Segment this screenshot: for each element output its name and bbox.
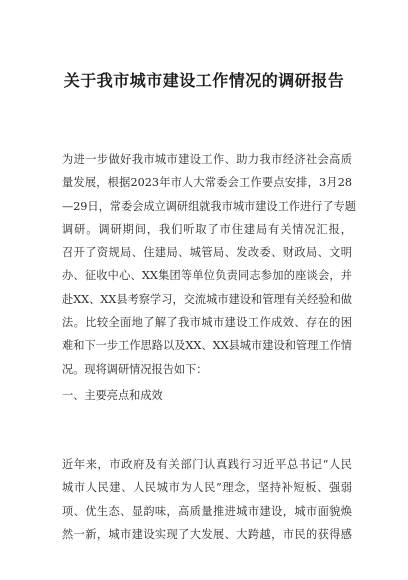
- section-paragraph: [62, 453, 352, 546]
- paragraph-line: —29日，常委会成立调研组就我市城市建设工作进行了专题: [62, 199, 356, 213]
- paragraph-line: 调研。调研期间，我们听取了市住建局有关情况汇报，: [62, 222, 352, 236]
- paragraph-line: 为进一步做好我市城市建设工作、助力我市经济社会高质: [62, 153, 352, 166]
- paragraph-line: 赴XX、XX县考察学习，交流城市建设和管理有关经验和做: [62, 292, 352, 306]
- paragraph-line: 量发展，根据2023年市人大常委会工作要点安排，3月28: [62, 176, 352, 190]
- paragraph-line: 项、优生态、显韵味，高质量推进城市建设，城市面貌焕: [62, 504, 352, 518]
- paragraph-line: 难和下一步工作思路以及XX、XX县城市建设和管理工作情: [62, 339, 352, 353]
- paragraph-line: 法。比较全面地了解了我市城市建设工作成效、存在的困: [62, 316, 352, 330]
- paragraph-line: 近年来，市政府及有关部门认真践行习近平总书记“人民: [62, 458, 352, 471]
- paragraph-line: 城市人民建、人民城市为人民”理念，坚持补短板、强弱: [62, 481, 352, 495]
- paragraph-line: 况。现将调研情况报告如下：: [62, 362, 208, 376]
- section-heading: 一、主要亮点和成效: [62, 389, 163, 402]
- paragraph-line: 然一新，城市建设实现了大发展、大跨越，市民的获得感: [62, 527, 352, 541]
- document-title: 关于我市城市建设工作情况的调研报告: [63, 71, 345, 90]
- paragraph-line: 召开了资规局、住建局、城管局、发改委、财政局、文明: [62, 246, 352, 260]
- paragraph-line: 办、征收中心、XX集团等单位负责同志参加的座谈会，并: [62, 269, 352, 283]
- intro-paragraph: [62, 148, 356, 381]
